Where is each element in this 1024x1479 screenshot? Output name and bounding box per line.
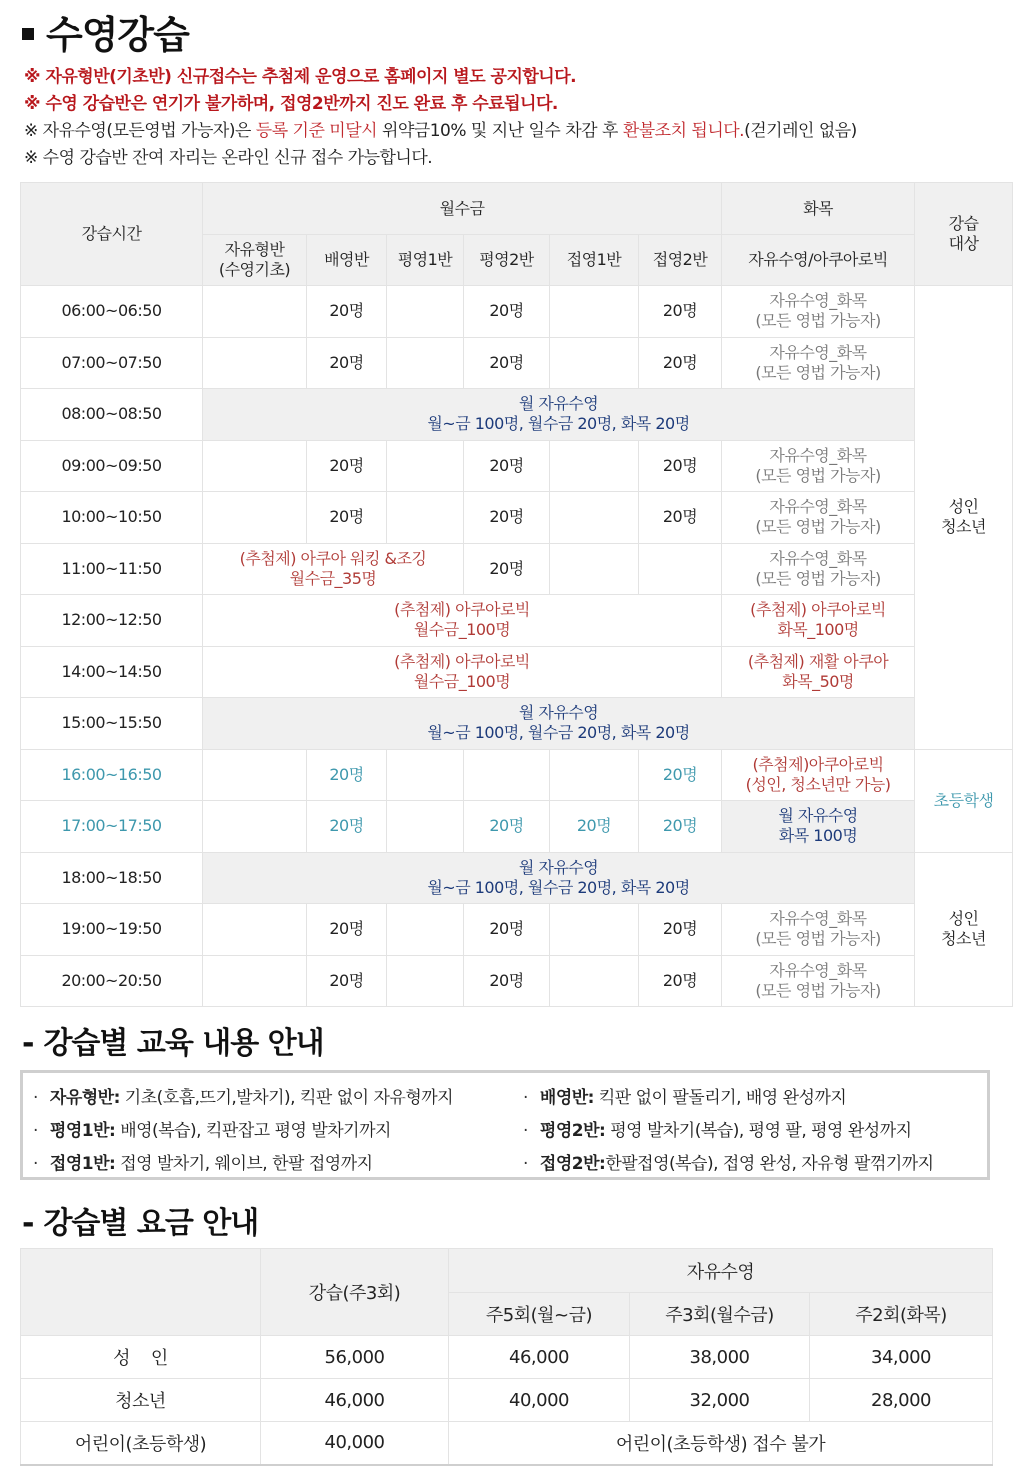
aerobic-mwf-2: (추첨제) 아쿠아로빅 월수금_100명 — [203, 646, 722, 698]
table-cell — [387, 955, 464, 1007]
page-title: 수영강습 — [22, 6, 189, 56]
table-row — [21, 698, 1013, 750]
notice-1: ※ 자유형반(기초반) 신규접수는 추첨제 운영으로 홈페이지 별도 공지합니다. — [24, 67, 577, 87]
table-cell: 20명 — [639, 492, 722, 544]
header-col-breast1: 평영1반 — [387, 235, 464, 286]
header-col-butterfly1: 접영1반 — [550, 235, 639, 286]
table-cell: 성 인 — [21, 1336, 261, 1379]
notice-list — [24, 64, 1014, 172]
table-cell: 08:00~08:50 — [21, 389, 203, 441]
edu-item: · 접영2반:한팔접영(복습), 접영 완성, 자유형 팔꺾기까지 — [523, 1154, 934, 1174]
table-cell: 07:00~07:50 — [21, 337, 203, 389]
table-cell — [550, 492, 639, 544]
header-col-freestyle: 자유형반 (수영기초) — [203, 235, 307, 286]
table-cell — [387, 286, 464, 338]
table-cell: 11:00~11:50 — [21, 543, 203, 595]
edu-item: · 자유형반: 기초(호흡,뜨기,발차기), 킥판 없이 자유형까지 — [33, 1088, 454, 1108]
table-cell — [387, 801, 464, 853]
table-cell: 46,000 — [261, 1379, 449, 1422]
table-cell — [550, 749, 639, 801]
table-row — [21, 801, 1013, 853]
table-row — [21, 955, 1013, 1007]
table-cell: 20명 — [307, 955, 387, 1007]
table-cell: 16:00~16:50 — [21, 749, 203, 801]
table-cell: 09:00~09:50 — [21, 440, 203, 492]
table-cell: 자유수영_화목 (모든 영법 가능자) — [722, 543, 915, 595]
table-row — [21, 286, 1013, 338]
aerobic-tt: (추첨제) 아쿠아로빅 화목_100명 — [722, 595, 915, 647]
table-cell: 15:00~15:50 — [21, 698, 203, 750]
table-cell: 17:00~17:50 — [21, 801, 203, 853]
table-cell: 자유수영_화목 (모든 영법 가능자) — [722, 492, 915, 544]
table-cell: 19:00~19:50 — [21, 904, 203, 956]
free-swim-block: 월 자유수영 월~금 100명, 월수금 20명, 화목 20명 — [203, 852, 915, 904]
table-cell: 주5회(월~금) — [449, 1293, 630, 1336]
table-cell: 청소년 — [21, 1379, 261, 1422]
table-cell: 20명 — [307, 440, 387, 492]
table-row — [21, 1422, 993, 1465]
table-row — [21, 389, 1013, 441]
table-cell: 18:00~18:50 — [21, 852, 203, 904]
fee-table — [20, 1248, 993, 1466]
table-cell — [550, 955, 639, 1007]
table-cell — [639, 543, 722, 595]
table-cell — [550, 337, 639, 389]
table-cell: 주3회(월수금) — [630, 1293, 810, 1336]
kids-aerobic: (추첨제)아쿠아로빅 (성인, 청소년만 가능) — [722, 749, 915, 801]
table-cell — [550, 904, 639, 956]
aqua-walking: (추첨제) 아쿠아 워킹 &조깅 월수금_35명 — [203, 543, 464, 595]
table-cell: 20명 — [639, 749, 722, 801]
table-row — [21, 492, 1013, 544]
table-cell: 12:00~12:50 — [21, 595, 203, 647]
header-col-butterfly2: 접영2반 — [639, 235, 722, 286]
table-row — [21, 543, 1013, 595]
edu-item: · 접영1반: 접영 발차기, 웨이브, 한팔 접영까지 — [33, 1154, 373, 1174]
table-cell: 20명 — [639, 801, 722, 853]
table-cell — [387, 749, 464, 801]
table-cell: 자유수영_화목 (모든 영법 가능자) — [722, 955, 915, 1007]
table-cell: 자유수영_화목 (모든 영법 가능자) — [722, 440, 915, 492]
edu-item: · 배영반: 킥판 없이 팔돌리기, 배영 완성까지 — [523, 1088, 847, 1108]
table-cell: 20명 — [464, 801, 550, 853]
edu-heading: - 강습별 교육 내용 안내 — [22, 1026, 324, 1061]
table-cell: 10:00~10:50 — [21, 492, 203, 544]
table-cell: 20명 — [639, 955, 722, 1007]
square-bullet-icon — [22, 28, 34, 40]
table-cell: 56,000 — [261, 1336, 449, 1379]
fee-heading: - 강습별 요금 안내 — [22, 1206, 259, 1241]
table-cell: 20명 — [464, 492, 550, 544]
table-row — [21, 440, 1013, 492]
kids-free-swim: 월 자유수영 화목 100명 — [722, 801, 915, 853]
target-adult-2: 성인 청소년 — [915, 852, 1013, 1007]
header-col-backstroke: 배영반 — [307, 235, 387, 286]
target-kids: 초등학생 — [915, 749, 1013, 852]
table-cell — [203, 286, 307, 338]
notice-4: ※ 수영 강습반 잔여 자리는 온라인 신규 접수 가능합니다. — [24, 148, 433, 168]
table-cell: 자유수영_화목 (모든 영법 가능자) — [722, 337, 915, 389]
table-cell — [203, 904, 307, 956]
table-cell — [203, 492, 307, 544]
edu-item: · 평영2반: 평영 발차기(복습), 평영 팔, 평영 완성까지 — [523, 1121, 912, 1141]
table-cell — [464, 749, 550, 801]
notice-2: ※ 수영 강습반은 연기가 불가하며, 접영2반까지 진도 완료 후 수료됩니다. — [24, 94, 558, 114]
table-cell: 20명 — [307, 801, 387, 853]
edu-item: · 평영1반: 배영(복습), 킥판잡고 평영 발차기까지 — [33, 1121, 391, 1141]
table-cell: 32,000 — [630, 1379, 810, 1422]
notice-3: ※ 자유수영(모든영법 가능자)은 등록 기준 미달시 위약금10% 및 지난 일수 차감 후 환불조치 됩니다.(걷기레인 없음) — [24, 121, 857, 141]
table-cell — [550, 286, 639, 338]
table-row — [21, 337, 1013, 389]
schedule-table — [20, 182, 1013, 1007]
table-cell — [387, 440, 464, 492]
table-cell: 20명 — [464, 440, 550, 492]
table-row — [21, 646, 1013, 698]
table-cell — [387, 337, 464, 389]
free-swim-block: 월 자유수영 월~금 100명, 월수금 20명, 화목 20명 — [203, 698, 915, 750]
header-mwf: 월수금 — [203, 183, 722, 235]
table-cell — [203, 801, 307, 853]
rehab-tt: (추첨제) 재활 아쿠아 화목_50명 — [722, 646, 915, 698]
table-row — [21, 904, 1013, 956]
table-row — [21, 749, 1013, 801]
table-cell — [203, 955, 307, 1007]
table-cell: 20명 — [464, 286, 550, 338]
table-cell: 20명 — [639, 337, 722, 389]
edu-box — [20, 1070, 990, 1180]
fee-header-lesson: 강습(주3회) — [261, 1249, 449, 1336]
table-cell: 40,000 — [449, 1379, 630, 1422]
table-cell: 20명 — [307, 492, 387, 544]
table-cell — [550, 543, 639, 595]
table-cell: 자유수영_화목 (모든 영법 가능자) — [722, 904, 915, 956]
table-cell: 20명 — [464, 543, 550, 595]
table-cell: 자유수영_화목 (모든 영법 가능자) — [722, 286, 915, 338]
table-cell — [21, 1249, 261, 1336]
child-note: 어린이(초등학생) 접수 불가 — [449, 1422, 993, 1465]
table-cell: 06:00~06:50 — [21, 286, 203, 338]
table-cell — [203, 337, 307, 389]
table-cell: 20명 — [639, 440, 722, 492]
table-cell — [387, 492, 464, 544]
table-cell: 20명 — [307, 286, 387, 338]
header-target: 강습 대상 — [915, 183, 1013, 286]
header-time: 강습시간 — [21, 183, 203, 286]
table-cell — [550, 440, 639, 492]
table-cell: 20:00~20:50 — [21, 955, 203, 1007]
aerobic-mwf: (추첨제) 아쿠아로빅 월수금_100명 — [203, 595, 722, 647]
table-cell: 46,000 — [449, 1336, 630, 1379]
header-col-breast2: 평영2반 — [464, 235, 550, 286]
table-row — [21, 1336, 993, 1379]
table-row — [21, 1379, 993, 1422]
target-adult: 성인 청소년 — [915, 286, 1013, 750]
table-cell: 20명 — [464, 955, 550, 1007]
table-row — [21, 595, 1013, 647]
table-cell — [203, 440, 307, 492]
header-col-freeswim: 자유수영/아쿠아로빅 — [722, 235, 915, 286]
table-row — [21, 852, 1013, 904]
table-cell: 34,000 — [810, 1336, 993, 1379]
table-cell: 38,000 — [630, 1336, 810, 1379]
table-cell: 20명 — [464, 337, 550, 389]
table-cell: 주2회(화목) — [810, 1293, 993, 1336]
header-tuthu: 화목 — [722, 183, 915, 235]
table-cell: 28,000 — [810, 1379, 993, 1422]
table-cell: 어린이(초등학생) — [21, 1422, 261, 1465]
table-cell: 40,000 — [261, 1422, 449, 1465]
table-cell: 20명 — [639, 286, 722, 338]
table-cell — [387, 904, 464, 956]
table-cell: 20명 — [307, 749, 387, 801]
table-cell — [203, 749, 307, 801]
table-cell: 20명 — [307, 904, 387, 956]
table-cell: 20명 — [639, 904, 722, 956]
free-swim-block: 월 자유수영 월~금 100명, 월수금 20명, 화목 20명 — [203, 389, 915, 441]
table-cell: 20명 — [307, 337, 387, 389]
table-cell: 20명 — [550, 801, 639, 853]
table-cell: 14:00~14:50 — [21, 646, 203, 698]
fee-header-free: 자유수영 — [449, 1249, 993, 1293]
table-cell: 20명 — [464, 904, 550, 956]
